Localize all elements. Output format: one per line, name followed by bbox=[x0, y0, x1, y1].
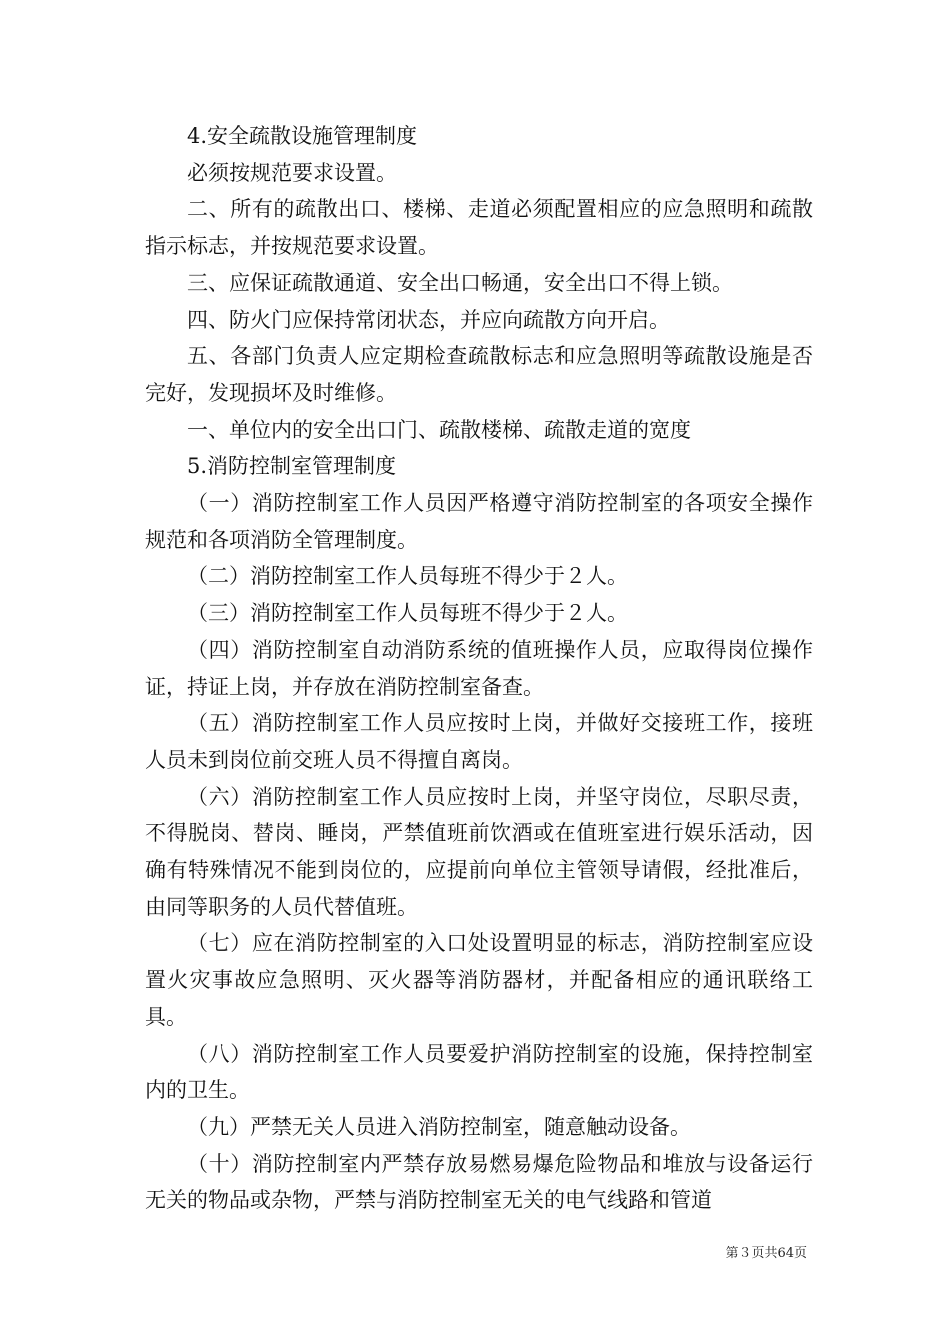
paragraph: （五）消防控制室工作人员应按时上岗，并做好交接班工作，接班人员未到岗位前交班人员不得擅自离岗。 bbox=[145, 711, 813, 772]
paragraph: （一）消防控制室工作人员因严格遵守消防控制室的各项安全操作规范和各项消防全管理制度。 bbox=[145, 491, 813, 552]
paragraph: 一、单位内的安全出口门、疏散楼梯、疏散走道的宽度 bbox=[187, 417, 691, 442]
paragraph: 五、各部门负责人应定期检查疏散标志和应急照明等疏散设施是否完好，发现损坏及时维修。 bbox=[145, 344, 813, 405]
paragraph: （三）消防控制室工作人员每班不得少于２人。 bbox=[187, 601, 628, 626]
paragraph: （四）消防控制室自动消防系统的值班操作人员，应取得岗位操作证，持证上岗，并存放在消防控制室备查。 bbox=[145, 637, 813, 699]
paragraph: 必须按规范要求设置。 bbox=[187, 160, 397, 185]
page-number: 第３页共64页 bbox=[725, 1246, 807, 1261]
paragraph: （十）消防控制室内严禁存放易燃易爆危险物品和堆放与设备运行无关的物品或杂物，严禁与消防控制室无关的电气线路和管道 bbox=[145, 1151, 813, 1213]
paragraph: 二、所有的疏散出口、楼梯、走道必须配置相应的应急照明和疏散指示标志，并按规范要求设置。 bbox=[145, 197, 813, 259]
paragraph: （二）消防控制室工作人员每班不得少于２人。 bbox=[187, 564, 628, 589]
paragraph: 四、防火门应保持常闭状态，并应向疏散方向开启。 bbox=[187, 307, 670, 332]
paragraph: （八）消防控制室工作人员要爱护消防控制室的设施，保持控制室内的卫生。 bbox=[145, 1041, 813, 1103]
paragraph: （七）应在消防控制室的入口处设置明显的标志，消防控制室应设置火灾事故应急照明、灭火器等消防器材，并配备相应的通讯联络工具。 bbox=[145, 931, 813, 1029]
document-body bbox=[145, 118, 813, 1219]
paragraph-evacuation-title: 4.安全疏散设施管理制度 bbox=[187, 124, 418, 148]
paragraph: （六）消防控制室工作人员应按时上岗，并坚守岗位，尽职尽责，不得脱岗、替岗、睡岗，严禁值班前饮酒或在值班室进行娱乐活动，因确有特殊情况不能到岗位的，应提前向单位主管领导请假，经批准后，由同等职务的人员代替值班。 bbox=[145, 784, 813, 919]
paragraph: 三、应保证疏散通道、安全出口畅通，安全出口不得上锁。 bbox=[187, 270, 733, 295]
paragraph: （九）严禁无关人员进入消防控制室，随意触动设备。 bbox=[187, 1114, 691, 1139]
paragraph-control-room-title: 5.消防控制室管理制度 bbox=[187, 454, 397, 479]
